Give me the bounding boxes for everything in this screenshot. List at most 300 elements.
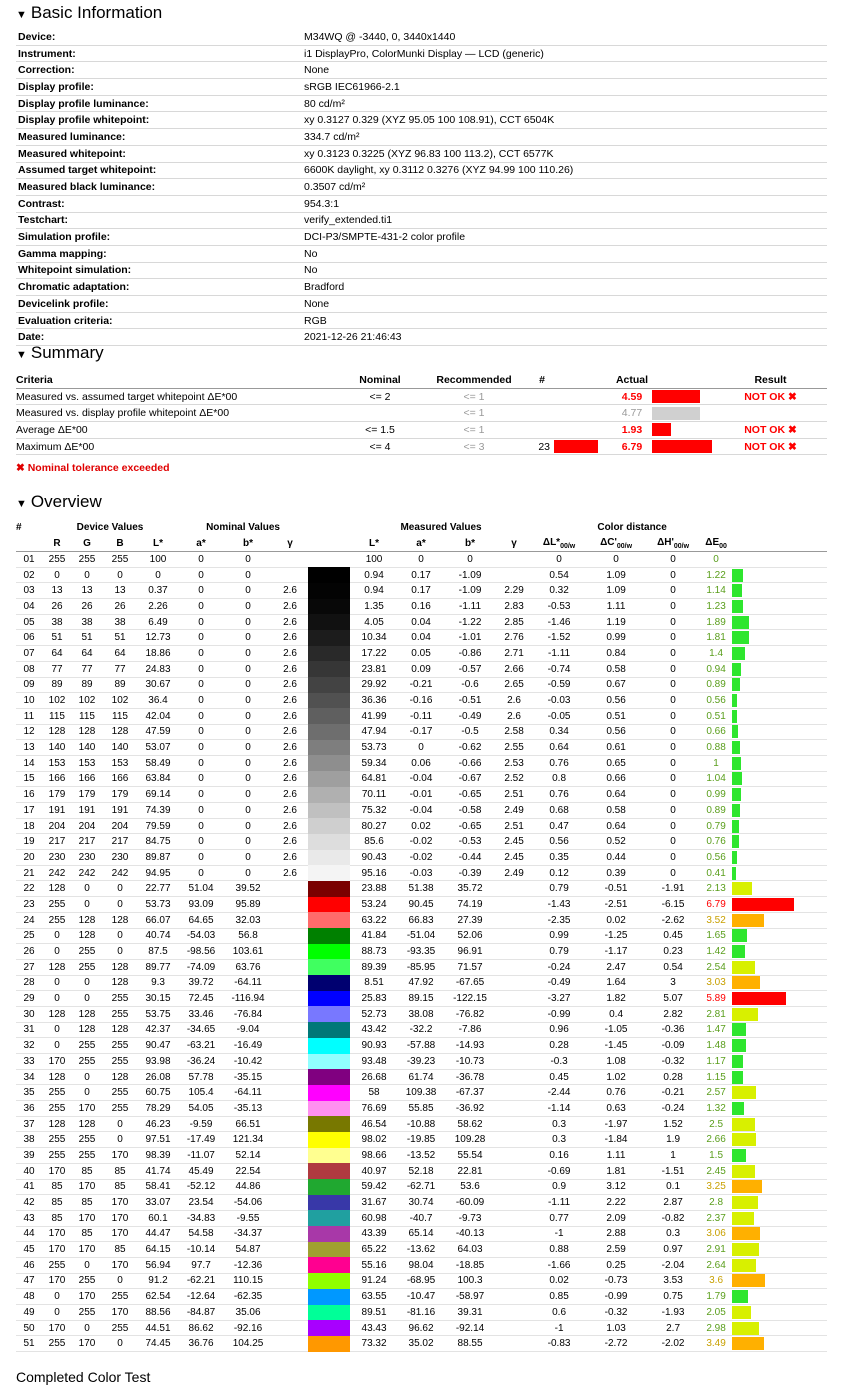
color-swatch (308, 881, 350, 897)
overview-cell: -9.55 (224, 1210, 272, 1226)
delta-e-bar-cell (732, 1210, 827, 1226)
overview-cell: -0.99 (532, 1006, 586, 1022)
overview-cell: 57.78 (178, 1069, 224, 1085)
delta-e-bar-cell (732, 583, 827, 599)
delta-e-value: 1.89 (700, 614, 732, 630)
overview-cell: -0.69 (532, 1163, 586, 1179)
overview-cell: -60.09 (444, 1195, 496, 1211)
overview-cell: 25.83 (350, 991, 398, 1007)
overview-row (16, 1132, 827, 1148)
overview-cell: 2.87 (646, 1195, 700, 1211)
overview-cell: 153 (102, 755, 138, 771)
overview-cell: 255 (102, 991, 138, 1007)
overview-cell: -0.05 (532, 708, 586, 724)
overview-cell: 2.51 (496, 818, 532, 834)
overview-cell: 66.83 (398, 912, 444, 928)
summary-row (16, 388, 827, 405)
overview-cell: 128 (42, 1116, 72, 1132)
overview-cell: -0.39 (444, 865, 496, 881)
overview-row (16, 787, 827, 803)
overview-row (16, 1069, 827, 1085)
overview-cell: 1.09 (586, 567, 646, 583)
delta-e-value: 0.94 (700, 661, 732, 677)
overview-cell: -1.17 (586, 944, 646, 960)
overview-cell: 2.49 (496, 865, 532, 881)
overview-cell: 0.52 (586, 834, 646, 850)
overview-cell: 0 (646, 724, 700, 740)
overview-cell: -0.21 (398, 677, 444, 693)
info-row (16, 296, 827, 313)
overview-cell: 2.66 (496, 661, 532, 677)
overview-cell: -35.15 (224, 1069, 272, 1085)
summary-row (16, 422, 827, 439)
overview-cell: -0.57 (444, 661, 496, 677)
overview-cell: 53.75 (138, 1006, 178, 1022)
overview-cell: 38 (42, 614, 72, 630)
overview-cell (496, 1006, 532, 1022)
col-recommended: Recommended (418, 372, 530, 388)
overview-cell: 255 (72, 1305, 102, 1321)
delta-e-bar-cell (732, 865, 827, 881)
overview-cell: -1.91 (646, 881, 700, 897)
overview-cell: 0 (224, 567, 272, 583)
overview-row (16, 834, 827, 850)
overview-row (16, 677, 827, 693)
info-row (16, 145, 827, 162)
overview-cell: 100 (350, 552, 398, 568)
overview-cell: 0.56 (532, 834, 586, 850)
overview-cell: 128 (102, 959, 138, 975)
overview-cell: 255 (72, 552, 102, 568)
overview-cell: 0 (178, 834, 224, 850)
info-key: Display profile luminance: (16, 95, 302, 112)
overview-cell: 33 (16, 1054, 42, 1070)
overview-cell: 100 (138, 552, 178, 568)
overview-cell: 0 (224, 677, 272, 693)
summary-count-bar-cell (554, 388, 612, 405)
overview-cell: -10.14 (178, 1242, 224, 1258)
overview-cell (272, 944, 308, 960)
overview-cell: 204 (42, 818, 72, 834)
delta-e-value: 0 (700, 552, 732, 568)
overview-cell: 0 (646, 599, 700, 615)
color-swatch (308, 599, 350, 615)
color-swatch (308, 693, 350, 709)
collapse-triangle-icon: ▼ (16, 349, 27, 361)
basic-info-heading[interactable]: ▼ Basic Information (16, 3, 163, 22)
overview-cell: 179 (72, 787, 102, 803)
collapse-triangle-icon: ▼ (16, 498, 27, 510)
delta-e-bar-cell (732, 897, 827, 913)
overview-cell: 35.02 (398, 1336, 444, 1352)
overview-cell: 90.47 (138, 1038, 178, 1054)
delta-e-bar-cell (732, 991, 827, 1007)
overview-row (16, 1273, 827, 1289)
overview-cell: 04 (16, 599, 42, 615)
delta-e-bar-cell (732, 599, 827, 615)
summary-nominal (342, 405, 418, 422)
overview-cell: -116.94 (224, 991, 272, 1007)
overview-cell (272, 912, 308, 928)
delta-e-bar-cell (732, 1022, 827, 1038)
overview-cell: 2.6 (272, 599, 308, 615)
overview-cell: 64.03 (444, 1242, 496, 1258)
overview-cell: 0 (42, 944, 72, 960)
overview-cell: 95.16 (350, 865, 398, 881)
overview-cell: 84.75 (138, 834, 178, 850)
overview-cell: -6.15 (646, 897, 700, 913)
delta-e-value: 1.17 (700, 1054, 732, 1070)
overview-cell: 2.6 (272, 834, 308, 850)
overview-cell: 0 (178, 850, 224, 866)
overview-cell: 1.02 (586, 1069, 646, 1085)
overview-cell: -1.25 (586, 928, 646, 944)
col-group-device: Device Values (76, 521, 144, 533)
overview-cell: 96.62 (398, 1320, 444, 1336)
summary-recommended: <= 1 (418, 405, 530, 422)
overview-cell: 2.29 (496, 583, 532, 599)
overview-cell: -51.04 (398, 928, 444, 944)
overview-cell: 30.67 (138, 677, 178, 693)
overview-row (16, 1038, 827, 1054)
overview-cell: 0 (646, 630, 700, 646)
overview-cell: -36.92 (444, 1101, 496, 1117)
col-count: # (530, 372, 554, 388)
overview-cell: 4.05 (350, 614, 398, 630)
overview-cell: 2.88 (586, 1226, 646, 1242)
delta-e-bar (732, 741, 740, 754)
delta-e-bar-cell (732, 1226, 827, 1242)
delta-e-bar-cell (732, 1163, 827, 1179)
delta-e-value: 0.79 (700, 818, 732, 834)
delta-e-value: 1.22 (700, 567, 732, 583)
color-swatch (308, 677, 350, 693)
info-value: No (302, 245, 827, 262)
overview-cell: -98.56 (178, 944, 224, 960)
delta-e-bar (732, 600, 743, 613)
overview-cell: 02 (16, 567, 42, 583)
overview-cell: 23.81 (350, 661, 398, 677)
overview-cell: 170 (42, 1273, 72, 1289)
overview-cell (496, 1320, 532, 1336)
overview-cell: -13.62 (398, 1242, 444, 1258)
overview-cell: 0.32 (532, 583, 586, 599)
overview-cell: 0.99 (532, 928, 586, 944)
info-value: xy 0.3123 0.3225 (XYZ 96.83 100 113.2), CCT 6577K (302, 145, 827, 162)
overview-cell: -1.11 (532, 646, 586, 662)
overview-cell: 1 (646, 1148, 700, 1164)
color-swatch (308, 803, 350, 819)
delta-e-bar-cell (732, 850, 827, 866)
overview-cell (272, 881, 308, 897)
overview-cell: 0 (646, 677, 700, 693)
overview-cell: 26.08 (138, 1069, 178, 1085)
overview-cell: 77 (102, 661, 138, 677)
summary-heading[interactable]: ▼ Summary (16, 343, 104, 362)
overview-cell (496, 975, 532, 991)
overview-cell: 255 (42, 897, 72, 913)
overview-cell: 89.77 (138, 959, 178, 975)
info-row (16, 279, 827, 296)
sub-header: a* (398, 535, 444, 552)
overview-cell: -1.01 (444, 630, 496, 646)
info-key: Correction: (16, 62, 302, 79)
overview-cell: -62.71 (398, 1179, 444, 1195)
color-swatch (308, 1242, 350, 1258)
overview-cell (272, 975, 308, 991)
overview-cell: -10.73 (444, 1054, 496, 1070)
overview-cell: 76.69 (350, 1101, 398, 1117)
summary-recommended: <= 1 (418, 422, 530, 439)
overview-cell: 64.81 (350, 771, 398, 787)
overview-cell: -0.51 (444, 693, 496, 709)
overview-row (16, 771, 827, 787)
overview-cell: 128 (72, 1116, 102, 1132)
summary-criteria: Average ΔE*00 (16, 422, 342, 439)
overview-cell: 54.87 (224, 1242, 272, 1258)
overview-cell: 0 (72, 975, 102, 991)
delta-e-bar (732, 584, 742, 597)
overview-cell: 0.56 (586, 693, 646, 709)
overview-cell: -122.15 (444, 991, 496, 1007)
overview-cell: 75.32 (350, 803, 398, 819)
overview-cell: 27 (16, 959, 42, 975)
overview-row (16, 975, 827, 991)
overview-cell (496, 881, 532, 897)
overview-cell: -17.49 (178, 1132, 224, 1148)
overview-cell: 0 (178, 693, 224, 709)
overview-cell: 2.6 (272, 693, 308, 709)
overview-cell (272, 928, 308, 944)
overview-cell: 60.98 (350, 1210, 398, 1226)
overview-group-header (16, 519, 827, 535)
overview-cell: 0.97 (646, 1242, 700, 1258)
overview-cell: 38 (102, 614, 138, 630)
color-swatch (308, 818, 350, 834)
overview-cell: 0 (102, 881, 138, 897)
overview-cell: 46 (16, 1257, 42, 1273)
delta-e-value: 0.76 (700, 834, 732, 850)
overview-cell (272, 1006, 308, 1022)
delta-e-bar-cell (732, 1320, 827, 1336)
overview-row (16, 818, 827, 834)
overview-cell: 17.22 (350, 646, 398, 662)
delta-e-bar (732, 1118, 755, 1131)
overview-cell: -0.58 (444, 803, 496, 819)
overview-row (16, 1242, 827, 1258)
overview-cell: 0 (178, 771, 224, 787)
overview-cell: 0.3 (532, 1116, 586, 1132)
col-group-nominal: Nominal Values (206, 521, 280, 533)
delta-e-bar (732, 976, 760, 989)
overview-cell (496, 1022, 532, 1038)
overview-cell: 0.02 (586, 912, 646, 928)
delta-e-bar-cell (732, 787, 827, 803)
info-row (16, 129, 827, 146)
info-key: Simulation profile: (16, 229, 302, 246)
overview-cell: 36.4 (138, 693, 178, 709)
delta-e-value: 1.65 (700, 928, 732, 944)
overview-cell: -9.59 (178, 1116, 224, 1132)
color-swatch (308, 897, 350, 913)
overview-cell: 170 (102, 1257, 138, 1273)
overview-cell: 191 (42, 803, 72, 819)
overview-row (16, 803, 827, 819)
overview-cell: 153 (72, 755, 102, 771)
overview-cell: 74.19 (444, 897, 496, 913)
overview-cell (272, 552, 308, 568)
overview-cell: -0.53 (444, 834, 496, 850)
info-value: None (302, 296, 827, 313)
color-swatch (308, 567, 350, 583)
info-value: M34WQ @ -3440, 0, 3440x1440 (302, 29, 827, 45)
summary-actual: 6.79 (612, 438, 652, 455)
overview-cell (496, 1210, 532, 1226)
delta-e-bar (732, 1023, 746, 1036)
overview-row (16, 1257, 827, 1273)
color-swatch (308, 912, 350, 928)
overview-cell (496, 1179, 532, 1195)
summary-actual-bar-cell (652, 388, 714, 405)
overview-cell: 128 (42, 1069, 72, 1085)
overview-cell: 26.68 (350, 1069, 398, 1085)
delta-e-bar-cell (732, 1148, 827, 1164)
overview-cell: 170 (72, 1242, 102, 1258)
delta-e-bar (732, 914, 764, 927)
overview-cell: 64 (42, 646, 72, 662)
overview-table (16, 519, 827, 1352)
overview-cell: 89 (102, 677, 138, 693)
overview-cell: 52.73 (350, 1006, 398, 1022)
overview-cell: 0 (646, 708, 700, 724)
overview-cell: -19.85 (398, 1132, 444, 1148)
overview-cell: 3 (646, 975, 700, 991)
overview-cell: 0 (72, 567, 102, 583)
delta-e-value: 1.79 (700, 1289, 732, 1305)
overview-cell (272, 1289, 308, 1305)
overview-row (16, 1148, 827, 1164)
overview-cell: 3.12 (586, 1179, 646, 1195)
overview-cell: 255 (42, 1132, 72, 1148)
overview-cell: 23.54 (178, 1195, 224, 1211)
overview-cell: 0.28 (532, 1038, 586, 1054)
overview-cell: 170 (72, 1336, 102, 1352)
delta-e-bar (732, 1212, 754, 1225)
overview-cell: 2.6 (272, 677, 308, 693)
overview-cell: -7.86 (444, 1022, 496, 1038)
summary-actual-bar-cell (652, 438, 714, 455)
delta-e-bar-cell (732, 646, 827, 662)
overview-cell: 1.52 (646, 1116, 700, 1132)
overview-cell: 0 (646, 583, 700, 599)
overview-cell: 66.51 (224, 1116, 272, 1132)
overview-cell: 87.5 (138, 944, 178, 960)
overview-cell: 89 (72, 677, 102, 693)
overview-cell: 13 (42, 583, 72, 599)
overview-cell: 0.79 (532, 944, 586, 960)
overview-cell (272, 1210, 308, 1226)
overview-cell: 0.16 (398, 599, 444, 615)
overview-row (16, 912, 827, 928)
delta-e-bar (732, 678, 740, 691)
info-value: DCI-P3/SMPTE-431-2 color profile (302, 229, 827, 246)
overview-cell: 0 (102, 1336, 138, 1352)
overview-cell: 0.39 (586, 865, 646, 881)
tolerance-note: ✖ Nominal tolerance exceeded (16, 462, 170, 474)
overview-cell: 38 (72, 614, 102, 630)
delta-e-bar (732, 647, 745, 660)
overview-cell: 51 (42, 630, 72, 646)
summary-criteria: Measured vs. assumed target whitepoint ΔE*00 (16, 388, 342, 405)
delta-e-bar-cell (732, 740, 827, 756)
info-key: Evaluation criteria: (16, 312, 302, 329)
overview-row (16, 599, 827, 615)
info-value: 6600K daylight, xy 0.3112 0.3276 (XYZ 94.99 100 110.26) (302, 162, 827, 179)
overview-cell: -34.83 (178, 1210, 224, 1226)
overview-cell: 2.26 (138, 599, 178, 615)
overview-cell: 2.47 (586, 959, 646, 975)
overview-cell: 53.6 (444, 1179, 496, 1195)
overview-cell: 0 (224, 614, 272, 630)
overview-cell: 128 (72, 1022, 102, 1038)
overview-cell: 95.89 (224, 897, 272, 913)
overview-cell: 0 (178, 787, 224, 803)
overview-cell (496, 944, 532, 960)
overview-cell: 56.8 (224, 928, 272, 944)
overview-cell (496, 1242, 532, 1258)
color-swatch (308, 1038, 350, 1054)
overview-cell: 27.39 (444, 912, 496, 928)
info-key: Whitepoint simulation: (16, 262, 302, 279)
info-value: No (302, 262, 827, 279)
overview-cell: -1.51 (646, 1163, 700, 1179)
overview-row (16, 897, 827, 913)
delta-e-bar-cell (732, 959, 827, 975)
overview-cell: 0 (72, 1257, 102, 1273)
delta-e-bar-cell (732, 881, 827, 897)
overview-cell: 0 (178, 583, 224, 599)
overview-cell: 5.07 (646, 991, 700, 1007)
basic-info-table (16, 29, 827, 346)
delta-e-value: 0.56 (700, 850, 732, 866)
overview-cell: 255 (102, 1006, 138, 1022)
delta-e-bar (732, 1274, 765, 1287)
overview-cell (496, 1116, 532, 1132)
summary-count-bar-cell (554, 422, 612, 439)
color-swatch (308, 944, 350, 960)
overview-cell: 179 (102, 787, 138, 803)
overview-cell: 12 (16, 724, 42, 740)
overview-cell: -81.16 (398, 1305, 444, 1321)
overview-cell: 2.53 (496, 755, 532, 771)
overview-cell: 2.65 (496, 677, 532, 693)
overview-cell: 0.77 (532, 1210, 586, 1226)
overview-cell: 22.77 (138, 881, 178, 897)
overview-cell: 0 (224, 693, 272, 709)
overview-cell: 170 (102, 1305, 138, 1321)
overview-cell: 64 (72, 646, 102, 662)
overview-cell: 85 (102, 1242, 138, 1258)
info-key: Devicelink profile: (16, 296, 302, 313)
overview-heading[interactable]: ▼ Overview (16, 492, 102, 511)
overview-cell: 13 (102, 583, 138, 599)
overview-cell: 0 (646, 865, 700, 881)
overview-cell (272, 1195, 308, 1211)
overview-cell: -0.24 (646, 1101, 700, 1117)
delta-e-bar-cell (732, 975, 827, 991)
overview-cell: 0 (646, 818, 700, 834)
overview-cell: 217 (102, 834, 138, 850)
